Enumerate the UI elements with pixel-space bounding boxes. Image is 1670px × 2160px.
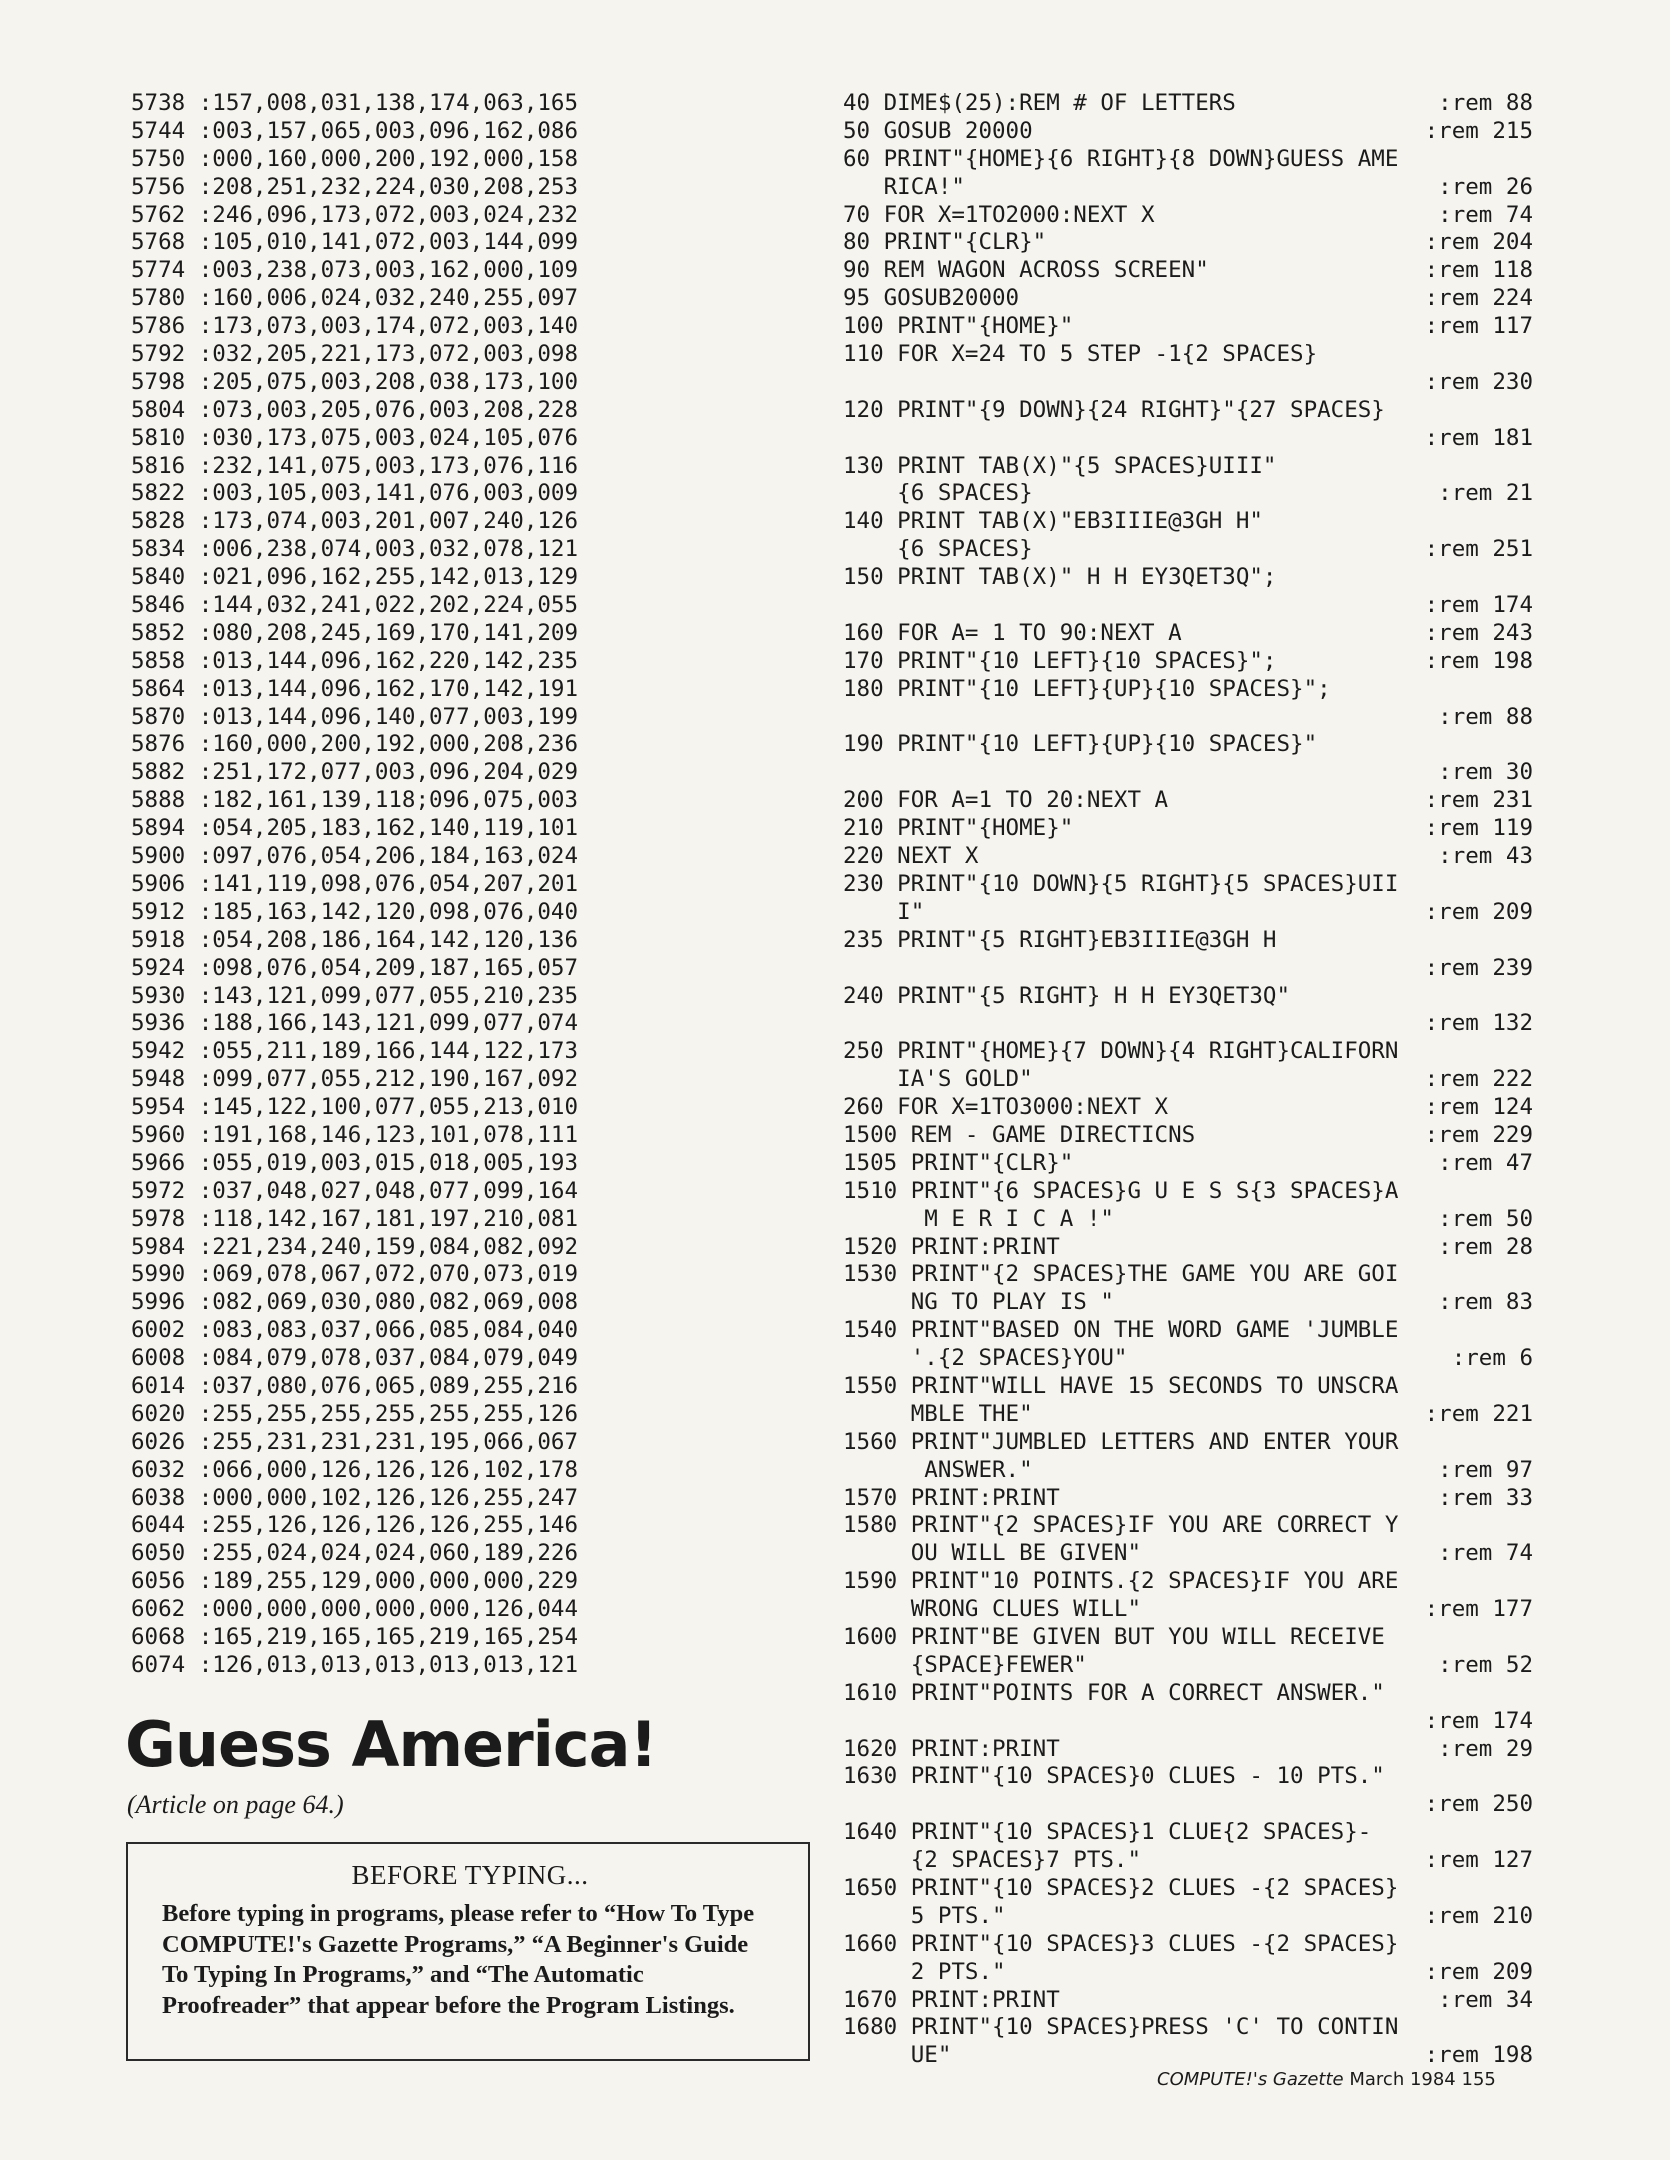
data-line: 5744 :003,157,065,003,096,162,086: [131, 117, 579, 144]
rem-checksum: :rem 30: [1438, 759, 1533, 786]
code-text: MBLE THE": [843, 1400, 1033, 1427]
article-title: Guess America!: [125, 1708, 657, 1781]
data-line: 5882 :251,172,077,003,096,204,029: [131, 759, 579, 786]
code-text: 140 PRINT TAB(X)"EB3IIIE@3GH H": [843, 508, 1263, 535]
code-line: [843, 648, 1533, 676]
data-line: 5786 :173,073,003,174,072,003,140: [131, 313, 579, 340]
code-text: 200 FOR A=1 TO 20:NEXT A: [843, 787, 1169, 814]
code-text: 1550 PRINT"WILL HAVE 15 SECONDS TO UNSCRA: [843, 1372, 1399, 1399]
data-line: 5912 :185,163,142,120,098,076,040: [131, 898, 579, 925]
rem-checksum: :rem 88: [1438, 703, 1533, 730]
rem-checksum: :rem 224: [1424, 285, 1533, 312]
data-line: 5816 :232,141,075,003,173,076,116: [131, 452, 579, 479]
data-line: 5834 :006,238,074,003,032,078,121: [131, 536, 579, 563]
rem-checksum: :rem 209: [1424, 1958, 1533, 1985]
rem-checksum: :rem 28: [1438, 1233, 1533, 1260]
code-text: 100 PRINT"{HOME}": [843, 313, 1074, 340]
data-line: 6068 :165,219,165,165,219,165,254: [131, 1623, 579, 1650]
code-line: [843, 1959, 1533, 1987]
rem-checksum: :rem 215: [1424, 117, 1533, 144]
data-line: 5996 :082,069,030,080,082,069,008: [131, 1289, 579, 1316]
code-text: 1580 PRINT"{2 SPACES}IF YOU ARE CORRECT Y: [843, 1512, 1399, 1539]
data-line: 5762 :246,096,173,072,003,024,232: [131, 201, 579, 228]
code-text: 130 PRINT TAB(X)"{5 SPACES}UIII": [843, 452, 1277, 479]
code-line: [843, 620, 1533, 648]
code-text: I": [843, 898, 925, 925]
data-line: 5888 :182,161,139,118;096,075,003: [131, 787, 579, 814]
rem-checksum: :rem 198: [1424, 2042, 1533, 2069]
code-text: 5 PTS.": [843, 1902, 1006, 1929]
code-text: 70 FOR X=1TO2000:NEXT X: [843, 201, 1155, 228]
code-line: [843, 927, 1533, 955]
data-line: 5954 :145,122,100,077,055,213,010: [131, 1094, 579, 1121]
rem-checksum: :rem 34: [1438, 1986, 1533, 2013]
before-typing-heading: BEFORE TYPING...: [351, 1860, 589, 1890]
data-line: 5966 :055,019,003,015,018,005,193: [131, 1149, 579, 1176]
code-text: OU WILL BE GIVEN": [843, 1540, 1142, 1567]
rem-checksum: :rem 198: [1424, 647, 1533, 674]
data-line: 6050 :255,024,024,024,060,189,226: [131, 1540, 579, 1567]
code-text: 110 FOR X=24 TO 5 STEP -1{2 SPACES}: [843, 341, 1318, 368]
rem-checksum: :rem 231: [1424, 787, 1533, 814]
code-line: [843, 1763, 1533, 1791]
code-line: [843, 313, 1533, 341]
data-line: 6056 :189,255,129,000,000,000,229: [131, 1568, 579, 1595]
code-line: [843, 1429, 1533, 1457]
footer-date: March 1984: [1349, 2069, 1456, 2090]
code-line: [843, 955, 1533, 983]
code-text: 1505 PRINT"{CLR}": [843, 1149, 1074, 1176]
rem-checksum: :rem 230: [1424, 368, 1533, 395]
data-line: 6026 :255,231,231,231,195,066,067: [131, 1428, 579, 1455]
code-text: 1610 PRINT"POINTS FOR A CORRECT ANSWER.": [843, 1679, 1385, 1706]
data-line: 6002 :083,083,037,066,085,084,040: [131, 1317, 579, 1344]
code-line: [843, 1540, 1533, 1568]
rem-checksum: :rem 26: [1438, 173, 1533, 200]
code-line: [843, 1512, 1533, 1540]
code-line: [843, 731, 1533, 759]
code-line: [843, 1931, 1533, 1959]
code-line: [843, 2014, 1533, 2042]
code-text: RICA!": [843, 173, 965, 200]
code-text: 240 PRINT"{5 RIGHT} H H EY3QET3Q": [843, 982, 1291, 1009]
code-text: 1520 PRINT:PRINT: [843, 1233, 1060, 1260]
code-text: IA'S GOLD": [843, 1066, 1033, 1093]
code-text: 250 PRINT"{HOME}{7 DOWN}{4 RIGHT}CALIFORN: [843, 1038, 1399, 1065]
code-text: 1590 PRINT"10 POINTS.{2 SPACES}IF YOU ARE: [843, 1568, 1399, 1595]
code-text: 1630 PRINT"{10 SPACES}0 CLUES - 10 PTS.": [843, 1763, 1385, 1790]
code-text: {2 SPACES}7 PTS.": [843, 1847, 1142, 1874]
data-line: 6038 :000,000,102,126,126,255,247: [131, 1484, 579, 1511]
data-line: 5756 :208,251,232,224,030,208,253: [131, 173, 579, 200]
code-line: [843, 1819, 1533, 1847]
page-number: 155: [1461, 2069, 1496, 2090]
code-text: {6 SPACES}: [843, 480, 1033, 507]
code-line: [843, 1373, 1533, 1401]
code-text: NG TO PLAY IS ": [843, 1289, 1114, 1316]
rem-checksum: :rem 243: [1424, 619, 1533, 646]
data-line: 5858 :013,144,096,162,220,142,235: [131, 647, 579, 674]
code-line: [843, 480, 1533, 508]
code-text: M E R I C A !": [843, 1205, 1114, 1232]
data-line: 5936 :188,166,143,121,099,077,074: [131, 1010, 579, 1037]
code-line: [843, 341, 1533, 369]
code-line: [843, 1457, 1533, 1485]
data-line: 5972 :037,048,027,048,077,099,164: [131, 1177, 579, 1204]
data-line: 5738 :157,008,031,138,174,063,165: [131, 90, 579, 116]
code-line: [843, 1596, 1533, 1624]
data-line: 5804 :073,003,205,076,003,208,228: [131, 396, 579, 423]
code-line: [843, 1485, 1533, 1513]
code-text: 230 PRINT"{10 DOWN}{5 RIGHT}{5 SPACES}UII: [843, 870, 1399, 897]
code-line: [843, 1624, 1533, 1652]
code-text: 95 GOSUB20000: [843, 285, 1020, 312]
data-line: 5984 :221,234,240,159,084,082,092: [131, 1233, 579, 1260]
code-line: [843, 1122, 1533, 1150]
code-line: [843, 2042, 1533, 2070]
before-typing-body: Before typing in programs, please refer to “How To Type COMPUTE!'s Gazette Programs,” “A Beginner's Guide To Typing In Programs,” and “The Automatic Proofreader” that appear before the Program Listings.: [162, 1900, 755, 2019]
code-text: '.{2 SPACES}YOU": [843, 1345, 1128, 1372]
rem-checksum: :rem 132: [1424, 1010, 1533, 1037]
code-text: 1600 PRINT"BE GIVEN BUT YOU WILL RECEIVE: [843, 1623, 1385, 1650]
code-line: [843, 229, 1533, 257]
data-line: 5852 :080,208,245,169,170,141,209: [131, 619, 579, 646]
code-text: 180 PRINT"{10 LEFT}{UP}{10 SPACES}";: [843, 675, 1331, 702]
data-line: 5840 :021,096,162,255,142,013,129: [131, 564, 579, 591]
code-text: 1570 PRINT:PRINT: [843, 1484, 1060, 1511]
data-line: 5798 :205,075,003,208,038,173,100: [131, 368, 579, 395]
data-line: 5978 :118,142,167,181,197,210,081: [131, 1205, 579, 1232]
code-text: 1530 PRINT"{2 SPACES}THE GAME YOU ARE GOI: [843, 1261, 1399, 1288]
data-line: 6074 :126,013,013,013,013,013,121: [131, 1651, 579, 1678]
data-line: 6020 :255,255,255,255,255,255,126: [131, 1400, 579, 1427]
data-listing: [131, 90, 691, 1680]
data-line: 5990 :069,078,067,072,070,073,019: [131, 1261, 579, 1288]
code-text: 210 PRINT"{HOME}": [843, 815, 1074, 842]
code-line: [843, 871, 1533, 899]
data-line: 5906 :141,119,098,076,054,207,201: [131, 870, 579, 897]
code-line: [843, 1038, 1533, 1066]
code-text: UE": [843, 2042, 952, 2069]
code-line: [843, 285, 1533, 313]
code-line: [843, 787, 1533, 815]
rem-checksum: :rem 209: [1424, 898, 1533, 925]
rem-checksum: :rem 210: [1424, 1902, 1533, 1929]
rem-checksum: :rem 29: [1438, 1735, 1533, 1762]
code-line: [843, 1401, 1533, 1429]
code-text: 1670 PRINT:PRINT: [843, 1986, 1060, 2013]
code-line: [843, 453, 1533, 481]
rem-checksum: :rem 181: [1424, 424, 1533, 451]
data-line: 5792 :032,205,221,173,072,003,098: [131, 341, 579, 368]
rem-checksum: :rem 50: [1438, 1205, 1533, 1232]
code-line: [843, 759, 1533, 787]
rem-checksum: :rem 74: [1438, 201, 1533, 228]
data-line: 5780 :160,006,024,032,240,255,097: [131, 285, 579, 312]
code-text: 40 DIME$(25):REM # OF LETTERS: [843, 90, 1236, 116]
rem-checksum: :rem 97: [1438, 1456, 1533, 1483]
data-line: 5942 :055,211,189,166,144,122,173: [131, 1038, 579, 1065]
data-line: 5894 :054,205,183,162,140,119,101: [131, 815, 579, 842]
code-line: [843, 1875, 1533, 1903]
data-line: 5876 :160,000,200,192,000,208,236: [131, 731, 579, 758]
code-line: [843, 1680, 1533, 1708]
code-line: [843, 174, 1533, 202]
rem-checksum: :rem 174: [1424, 1707, 1533, 1734]
data-line: 5774 :003,238,073,003,162,000,109: [131, 257, 579, 284]
page-footer: [1157, 2069, 1496, 2090]
data-line: 5948 :099,077,055,212,190,167,092: [131, 1066, 579, 1093]
code-line: [843, 202, 1533, 230]
code-text: 50 GOSUB 20000: [843, 117, 1033, 144]
code-line: [843, 1652, 1533, 1680]
code-line: [843, 676, 1533, 704]
code-line: [843, 1708, 1533, 1736]
code-line: [843, 90, 1533, 118]
code-text: 1650 PRINT"{10 SPACES}2 CLUES -{2 SPACES}: [843, 1875, 1399, 1901]
data-line: 5960 :191,168,146,123,101,078,111: [131, 1121, 579, 1148]
rem-checksum: :rem 174: [1424, 592, 1533, 619]
code-text: ANSWER.": [843, 1456, 1033, 1483]
code-text: 260 FOR X=1TO3000:NEXT X: [843, 1094, 1169, 1121]
code-line: [843, 1289, 1533, 1317]
code-text: 1500 REM - GAME DIRECTICNS: [843, 1121, 1196, 1148]
code-text: 235 PRINT"{5 RIGHT}EB3IIIE@3GH H: [843, 926, 1277, 953]
code-line: [843, 1987, 1533, 2015]
code-line: [843, 1150, 1533, 1178]
rem-checksum: :rem 239: [1424, 954, 1533, 981]
code-text: 80 PRINT"{CLR}": [843, 229, 1047, 256]
rem-checksum: :rem 229: [1424, 1121, 1533, 1148]
data-line: 6014 :037,080,076,065,089,255,216: [131, 1372, 579, 1399]
code-line: [843, 1094, 1533, 1122]
code-text: 170 PRINT"{10 LEFT}{10 SPACES}";: [843, 647, 1277, 674]
data-line: 6008 :084,079,078,037,084,079,049: [131, 1345, 579, 1372]
code-line: [843, 397, 1533, 425]
code-line: [843, 1010, 1533, 1038]
rem-checksum: :rem 33: [1438, 1484, 1533, 1511]
code-text: 1560 PRINT"JUMBLED LETTERS AND ENTER YOUR: [843, 1428, 1399, 1455]
code-text: 190 PRINT"{10 LEFT}{UP}{10 SPACES}": [843, 731, 1318, 758]
rem-checksum: :rem 74: [1438, 1540, 1533, 1567]
rem-checksum: :rem 221: [1424, 1400, 1533, 1427]
code-text: 150 PRINT TAB(X)" H H EY3QET3Q";: [843, 564, 1277, 591]
code-text: 120 PRINT"{9 DOWN}{24 RIGHT}"{27 SPACES}: [843, 396, 1385, 423]
code-text: 1680 PRINT"{10 SPACES}PRESS 'C' TO CONTIN: [843, 2014, 1399, 2041]
rem-checksum: :rem 43: [1438, 843, 1533, 870]
before-typing-box: [126, 1842, 810, 2061]
data-line: 5900 :097,076,054,206,184,163,024: [131, 843, 579, 870]
data-line: 5870 :013,144,096,140,077,003,199: [131, 703, 579, 730]
code-line: [843, 592, 1533, 620]
code-line: [843, 1066, 1533, 1094]
code-line: [843, 536, 1533, 564]
article-reference: (Article on page 64.): [127, 1790, 344, 1819]
footer-magazine: COMPUTE!'s Gazette: [1157, 2069, 1344, 2090]
code-line: [843, 704, 1533, 732]
data-line: 6044 :255,126,126,126,126,255,146: [131, 1512, 579, 1539]
code-line: [843, 983, 1533, 1011]
code-line: [843, 1317, 1533, 1345]
code-text: 160 FOR A= 1 TO 90:NEXT A: [843, 619, 1182, 646]
code-line: [843, 1847, 1533, 1875]
code-line: [843, 1568, 1533, 1596]
data-line: 5930 :143,121,099,077,055,210,235: [131, 982, 579, 1009]
code-text: 1540 PRINT"BASED ON THE WORD GAME 'JUMBLE: [843, 1317, 1399, 1344]
code-text: 1660 PRINT"{10 SPACES}3 CLUES -{2 SPACES}: [843, 1930, 1399, 1957]
code-line: [843, 257, 1533, 285]
rem-checksum: :rem 119: [1424, 815, 1533, 842]
rem-checksum: :rem 47: [1438, 1149, 1533, 1176]
code-line: [843, 146, 1533, 174]
code-line: [843, 1903, 1533, 1931]
code-line: [843, 1234, 1533, 1262]
code-line: [843, 425, 1533, 453]
data-line: 5750 :000,160,000,200,192,000,158: [131, 145, 579, 172]
code-line: [843, 1345, 1533, 1373]
data-line: 5768 :105,010,141,072,003,144,099: [131, 229, 579, 256]
rem-checksum: :rem 204: [1424, 229, 1533, 256]
data-line: 5810 :030,173,075,003,024,105,076: [131, 424, 579, 451]
code-line: [843, 1736, 1533, 1764]
code-text: 90 REM WAGON ACROSS SCREEN": [843, 257, 1209, 284]
code-text: {SPACE}FEWER": [843, 1651, 1087, 1678]
code-text: 60 PRINT"{HOME}{6 RIGHT}{8 DOWN}GUESS AME: [843, 145, 1399, 172]
code-line: [843, 564, 1533, 592]
rem-checksum: :rem 250: [1424, 1791, 1533, 1818]
data-line: 5822 :003,105,003,141,076,003,009: [131, 480, 579, 507]
rem-checksum: :rem 6: [1451, 1345, 1533, 1372]
code-text: 1510 PRINT"{6 SPACES}G U E S S{3 SPACES}A: [843, 1177, 1399, 1204]
rem-checksum: :rem 52: [1438, 1651, 1533, 1678]
rem-checksum: :rem 177: [1424, 1596, 1533, 1623]
code-line: [843, 843, 1533, 871]
basic-listing: [843, 90, 1533, 2070]
rem-checksum: :rem 118: [1424, 257, 1533, 284]
code-line: [843, 1206, 1533, 1234]
code-line: [843, 508, 1533, 536]
rem-checksum: :rem 127: [1424, 1847, 1533, 1874]
code-line: [843, 1261, 1533, 1289]
code-line: [843, 815, 1533, 843]
code-text: 1640 PRINT"{10 SPACES}1 CLUE{2 SPACES}-: [843, 1819, 1372, 1846]
code-text: 1620 PRINT:PRINT: [843, 1735, 1060, 1762]
code-line: [843, 369, 1533, 397]
data-line: 5918 :054,208,186,164,142,120,136: [131, 926, 579, 953]
code-text: 220 NEXT X: [843, 843, 979, 870]
data-line: 5828 :173,074,003,201,007,240,126: [131, 508, 579, 535]
code-line: [843, 118, 1533, 146]
rem-checksum: :rem 251: [1424, 536, 1533, 563]
rem-checksum: :rem 88: [1438, 90, 1533, 116]
code-line: [843, 1178, 1533, 1206]
data-line: 5924 :098,076,054,209,187,165,057: [131, 954, 579, 981]
code-text: 2 PTS.": [843, 1958, 1006, 1985]
code-text: {6 SPACES}: [843, 536, 1033, 563]
rem-checksum: :rem 222: [1424, 1066, 1533, 1093]
rem-checksum: :rem 21: [1438, 480, 1533, 507]
code-text: WRONG CLUES WILL": [843, 1596, 1142, 1623]
rem-checksum: :rem 124: [1424, 1094, 1533, 1121]
data-line: 6032 :066,000,126,126,126,102,178: [131, 1456, 579, 1483]
data-line: 5846 :144,032,241,022,202,224,055: [131, 592, 579, 619]
data-line: 5864 :013,144,096,162,170,142,191: [131, 675, 579, 702]
code-line: [843, 899, 1533, 927]
data-line: 6062 :000,000,000,000,000,126,044: [131, 1596, 579, 1623]
rem-checksum: :rem 117: [1424, 313, 1533, 340]
rem-checksum: :rem 83: [1438, 1289, 1533, 1316]
code-line: [843, 1791, 1533, 1819]
